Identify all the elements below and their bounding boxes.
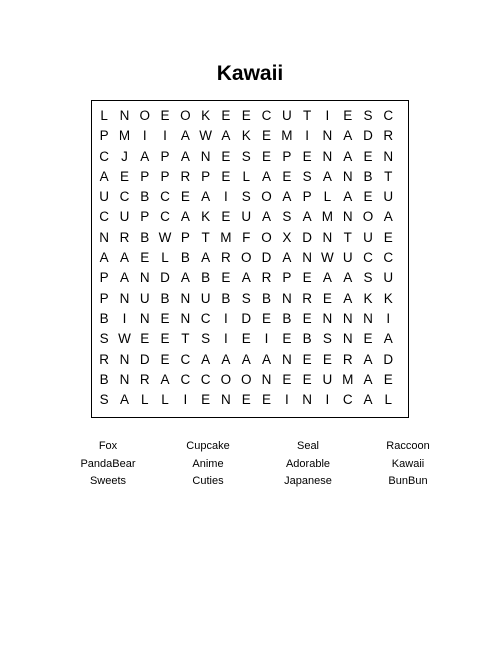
grid-letter: E <box>262 310 272 326</box>
grid-letter: E <box>302 310 312 326</box>
grid-letter: T <box>343 229 352 245</box>
grid-row <box>94 228 398 248</box>
grid-letter: B <box>140 229 150 245</box>
grid-letter: N <box>342 310 353 326</box>
grid-letter: N <box>180 290 191 306</box>
grid-letter: A <box>343 128 353 144</box>
word-list-item: Kawaii <box>391 457 425 470</box>
grid-letter: U <box>363 229 373 245</box>
grid-letter: R <box>302 290 312 306</box>
grid-letter: U <box>383 270 394 286</box>
grid-letter: A <box>241 270 251 286</box>
grid-letter: U <box>200 290 211 306</box>
grid-letter: E <box>119 168 129 184</box>
grid-row <box>94 126 398 146</box>
grid-row <box>94 147 398 167</box>
grid-letter: N <box>119 290 130 306</box>
grid-letter: I <box>224 189 228 205</box>
grid-letter: I <box>122 310 127 326</box>
grid-letter: R <box>139 371 150 387</box>
grid-letter: A <box>343 189 353 205</box>
grid-letter: E <box>241 108 251 123</box>
grid-letter: B <box>201 270 211 286</box>
grid-letter: A <box>221 351 231 367</box>
grid-letter: B <box>180 250 190 266</box>
grid-letter: A <box>160 371 170 387</box>
grid-letter: W <box>199 128 212 144</box>
grid-letter: A <box>343 270 353 286</box>
grid-letter: N <box>99 229 110 245</box>
grid-letter: E <box>140 331 150 347</box>
grid-letter: I <box>224 331 228 347</box>
grid-row <box>94 167 398 187</box>
grid-letter: P <box>201 168 211 184</box>
grid-letter: L <box>384 392 393 408</box>
grid-letter: R <box>342 351 353 367</box>
grid-letter: E <box>343 108 353 123</box>
grid-letter: R <box>99 351 110 367</box>
grid-letter: S <box>363 270 373 286</box>
grid-row <box>94 187 398 207</box>
grid-letter: A <box>99 250 109 266</box>
grid-letter: N <box>383 148 394 164</box>
grid-letter: S <box>241 290 251 306</box>
grid-letter: A <box>119 392 129 408</box>
grid-letter: E <box>282 371 292 387</box>
grid-letter: D <box>241 310 252 326</box>
grid-letter: T <box>181 331 190 347</box>
grid-letter: P <box>99 290 109 306</box>
grid-row <box>94 248 398 268</box>
grid-letter: O <box>139 108 150 123</box>
grid-letter: D <box>160 270 170 286</box>
grid-letter: I <box>183 392 188 408</box>
grid-letter: N <box>363 310 373 326</box>
grid-letter: U <box>99 189 110 205</box>
grid-letter: A <box>180 270 190 286</box>
grid-letter: E <box>221 209 231 225</box>
grid-letter: A <box>119 270 129 286</box>
grid-letter: E <box>322 351 332 367</box>
grid-letter: I <box>284 392 289 408</box>
grid-letter: E <box>221 148 231 164</box>
grid-letter: K <box>383 290 393 306</box>
grid-letter: I <box>163 128 167 144</box>
grid-letter: S <box>99 331 109 347</box>
word-list-item: Seal <box>296 440 320 452</box>
grid-letter: N <box>322 310 333 326</box>
grid-letter: C <box>200 371 211 387</box>
grid-row <box>94 289 398 309</box>
grid-letter: N <box>342 209 353 225</box>
grid-letter: N <box>322 148 333 164</box>
grid-letter: P <box>99 270 109 286</box>
grid-letter: W <box>321 250 334 266</box>
grid-letter: C <box>99 209 110 225</box>
grid-row <box>94 350 398 370</box>
grid-letter: A <box>119 250 129 266</box>
grid-letter: A <box>180 148 190 164</box>
grid-letter: P <box>180 229 190 245</box>
word-list-item: BunBun <box>388 475 428 487</box>
grid-letter: C <box>160 209 170 225</box>
grid-letter: N <box>322 128 333 144</box>
grid-letter: A <box>201 189 211 205</box>
grid-letter: E <box>160 351 170 367</box>
grid-letter: E <box>302 351 312 367</box>
grid-letter: A <box>343 290 353 306</box>
grid-letter: L <box>161 392 169 408</box>
word-row <box>58 438 458 456</box>
grid-letter: L <box>100 108 108 123</box>
grid-letter: E <box>160 310 170 326</box>
grid-letter: N <box>322 229 333 245</box>
grid-letter: S <box>282 209 292 225</box>
grid-letter: N <box>119 108 130 123</box>
grid-letter: A <box>262 168 272 184</box>
word-row <box>58 456 458 474</box>
grid-letter: L <box>161 250 169 266</box>
grid-letter: E <box>160 108 170 123</box>
grid-letter: K <box>363 290 373 306</box>
grid-row <box>94 207 398 227</box>
grid-letter: N <box>139 310 150 326</box>
grid-letter: A <box>282 189 292 205</box>
grid-letter: E <box>262 392 272 408</box>
grid-letter: E <box>241 392 251 408</box>
grid-letter: C <box>261 108 272 123</box>
grid-letter: B <box>262 290 272 306</box>
grid-letter: N <box>342 168 353 184</box>
grid-letter: A <box>282 250 292 266</box>
grid-letter: U <box>342 250 353 266</box>
grid-letter: R <box>221 250 231 266</box>
grid-letter: R <box>383 128 394 144</box>
grid-letter: E <box>221 270 231 286</box>
grid-letter: N <box>302 392 312 408</box>
grid-letter: S <box>363 108 373 123</box>
grid-letter: W <box>118 331 131 347</box>
word-list-item: Cupcake <box>186 440 230 452</box>
grid-letter: E <box>160 331 170 347</box>
grid-letter: M <box>118 128 131 144</box>
grid-letter: N <box>119 351 130 367</box>
grid-letter: E <box>282 331 292 347</box>
grid-letter: E <box>302 371 312 387</box>
grid-letter: O <box>240 371 252 387</box>
grid-row <box>94 329 398 349</box>
grid-letter: A <box>180 128 190 144</box>
grid-letter: S <box>302 168 312 184</box>
grid-letter: N <box>302 250 312 266</box>
grid-letter: N <box>139 270 150 286</box>
grid-letter: E <box>363 148 373 164</box>
grid-letter: E <box>383 229 393 245</box>
grid-letter: S <box>99 392 109 408</box>
grid-letter: K <box>201 108 211 123</box>
grid-letter: C <box>160 189 170 205</box>
grid-letter: C <box>180 351 191 367</box>
grid-letter: O <box>220 371 232 387</box>
grid-letter: I <box>142 128 147 144</box>
grid-letter: D <box>139 351 150 367</box>
grid-letter: C <box>99 148 110 164</box>
grid-letter: A <box>262 209 272 225</box>
grid-letter: O <box>362 209 374 225</box>
grid-letter: B <box>302 331 312 347</box>
grid-letter: E <box>363 189 373 205</box>
grid-letter: D <box>383 351 394 367</box>
grid-letter: O <box>180 108 191 123</box>
grid-letter: S <box>201 331 211 347</box>
grid-letter: C <box>180 371 191 387</box>
grid-row <box>94 390 398 410</box>
grid-letter: C <box>342 392 353 408</box>
word-list-item: Cuties <box>192 475 224 487</box>
grid-letter: P <box>160 168 170 184</box>
grid-letter: D <box>302 229 312 245</box>
grid-letter: B <box>221 290 231 306</box>
grid-letter: N <box>281 351 292 367</box>
grid-letter: A <box>322 168 332 184</box>
grid-letter: E <box>180 189 190 205</box>
grid-letter: E <box>363 331 373 347</box>
grid-letter: N <box>221 392 231 408</box>
grid-letter: W <box>158 229 172 245</box>
grid-row <box>94 370 398 390</box>
grid-letter: E <box>302 148 312 164</box>
word-list-item: PandaBear <box>80 457 136 470</box>
grid-letter: M <box>321 209 334 225</box>
grid-letter: A <box>262 351 272 367</box>
grid-letter: J <box>121 148 128 164</box>
word-list <box>58 438 458 491</box>
grid-rows <box>94 106 398 410</box>
grid-letter: K <box>201 209 211 225</box>
grid-letter: P <box>302 189 312 205</box>
grid-letter: B <box>99 371 109 387</box>
grid-letter: D <box>363 128 373 144</box>
grid-row <box>94 309 398 329</box>
grid-row <box>94 106 398 126</box>
grid-letter: B <box>140 189 150 205</box>
grid-letter: I <box>224 310 228 326</box>
grid-letter: C <box>383 250 394 266</box>
grid-letter: E <box>322 290 332 306</box>
grid-letter: E <box>221 108 231 123</box>
grid-letter: X <box>282 229 292 245</box>
grid-letter: S <box>241 189 251 205</box>
grid-letter: C <box>200 310 211 326</box>
grid-letter: T <box>384 168 393 184</box>
grid-letter: M <box>342 371 354 387</box>
grid-letter: L <box>323 189 332 205</box>
grid-letter: O <box>261 189 272 205</box>
grid-letter: E <box>241 331 251 347</box>
grid-letter: R <box>119 229 130 245</box>
grid-letter: B <box>363 168 373 184</box>
grid-letter: U <box>139 290 150 306</box>
grid-letter: P <box>160 148 170 164</box>
grid-letter: A <box>363 351 373 367</box>
grid-letter: U <box>322 371 333 387</box>
grid-letter: I <box>386 310 391 326</box>
grid-letter: C <box>363 250 373 266</box>
grid-letter: A <box>201 250 211 266</box>
grid-letter: U <box>119 209 130 225</box>
grid-letter: A <box>99 168 109 184</box>
grid-letter: P <box>282 148 292 164</box>
grid-letter: A <box>383 331 393 347</box>
grid-letter: N <box>200 148 211 164</box>
grid-letter: E <box>140 250 150 266</box>
grid-letter: I <box>325 392 330 408</box>
grid-letter: A <box>241 351 251 367</box>
grid-letter: A <box>383 209 393 225</box>
grid-letter: P <box>140 209 150 225</box>
grid-letter: R <box>261 270 272 286</box>
page-title: Kawaii <box>216 62 284 85</box>
grid-letter: L <box>140 392 149 408</box>
grid-letter: C <box>119 189 130 205</box>
grid-letter: N <box>119 371 130 387</box>
grid-letter: B <box>99 310 109 326</box>
word-list-item: Anime <box>192 457 224 470</box>
grid-letter: R <box>180 168 191 184</box>
grid-letter: S <box>241 148 251 164</box>
grid-letter: E <box>262 148 272 164</box>
grid-letter: K <box>241 128 251 144</box>
grid-letter: B <box>282 310 292 326</box>
grid-letter: A <box>201 351 211 367</box>
grid-letter: U <box>281 108 292 123</box>
grid-letter: A <box>363 392 373 408</box>
grid-letter: U <box>241 209 252 225</box>
word-list-item: Raccoon <box>386 440 430 452</box>
word-row <box>58 473 458 491</box>
grid-letter: P <box>99 128 109 144</box>
grid-letter: F <box>242 229 251 245</box>
grid-letter: I <box>264 331 269 347</box>
grid-letter: E <box>302 270 312 286</box>
word-list-item: Sweets <box>89 475 127 487</box>
grid-letter: U <box>383 189 394 205</box>
grid-letter: A <box>140 148 150 164</box>
grid-letter: E <box>221 168 231 184</box>
grid-letter: S <box>322 331 332 347</box>
grid-letter: N <box>281 290 292 306</box>
grid-letter: A <box>343 148 353 164</box>
grid-letter: N <box>261 371 272 387</box>
grid-letter: P <box>282 270 292 286</box>
word-search-grid <box>91 100 409 418</box>
grid-letter: E <box>262 128 272 144</box>
grid-letter: I <box>325 108 330 123</box>
grid-letter: E <box>383 371 393 387</box>
grid-letter: A <box>302 209 312 225</box>
grid-row <box>94 268 398 288</box>
grid-letter: P <box>140 168 150 184</box>
grid-letter: O <box>240 250 252 266</box>
grid-letter: A <box>180 209 190 225</box>
grid-letter: L <box>242 168 250 184</box>
grid-letter: A <box>363 371 373 387</box>
word-list-item: Adorable <box>285 457 331 470</box>
word-list-item: Japanese <box>284 475 332 487</box>
grid-letter: M <box>281 128 293 144</box>
grid-letter: A <box>221 128 231 144</box>
grid-letter: O <box>261 229 272 245</box>
word-list-item: Fox <box>98 440 118 452</box>
grid-letter: E <box>282 168 292 184</box>
grid-letter: B <box>160 290 170 306</box>
grid-letter: M <box>220 229 232 245</box>
grid-letter: N <box>342 331 353 347</box>
grid-letter: T <box>302 108 312 123</box>
grid-letter: N <box>180 310 191 326</box>
grid-letter: T <box>201 229 210 245</box>
grid-letter: I <box>305 128 309 144</box>
grid-letter: C <box>383 108 394 123</box>
grid-letter: E <box>201 392 211 408</box>
grid-letter: A <box>322 270 332 286</box>
grid-letter: D <box>261 250 272 266</box>
